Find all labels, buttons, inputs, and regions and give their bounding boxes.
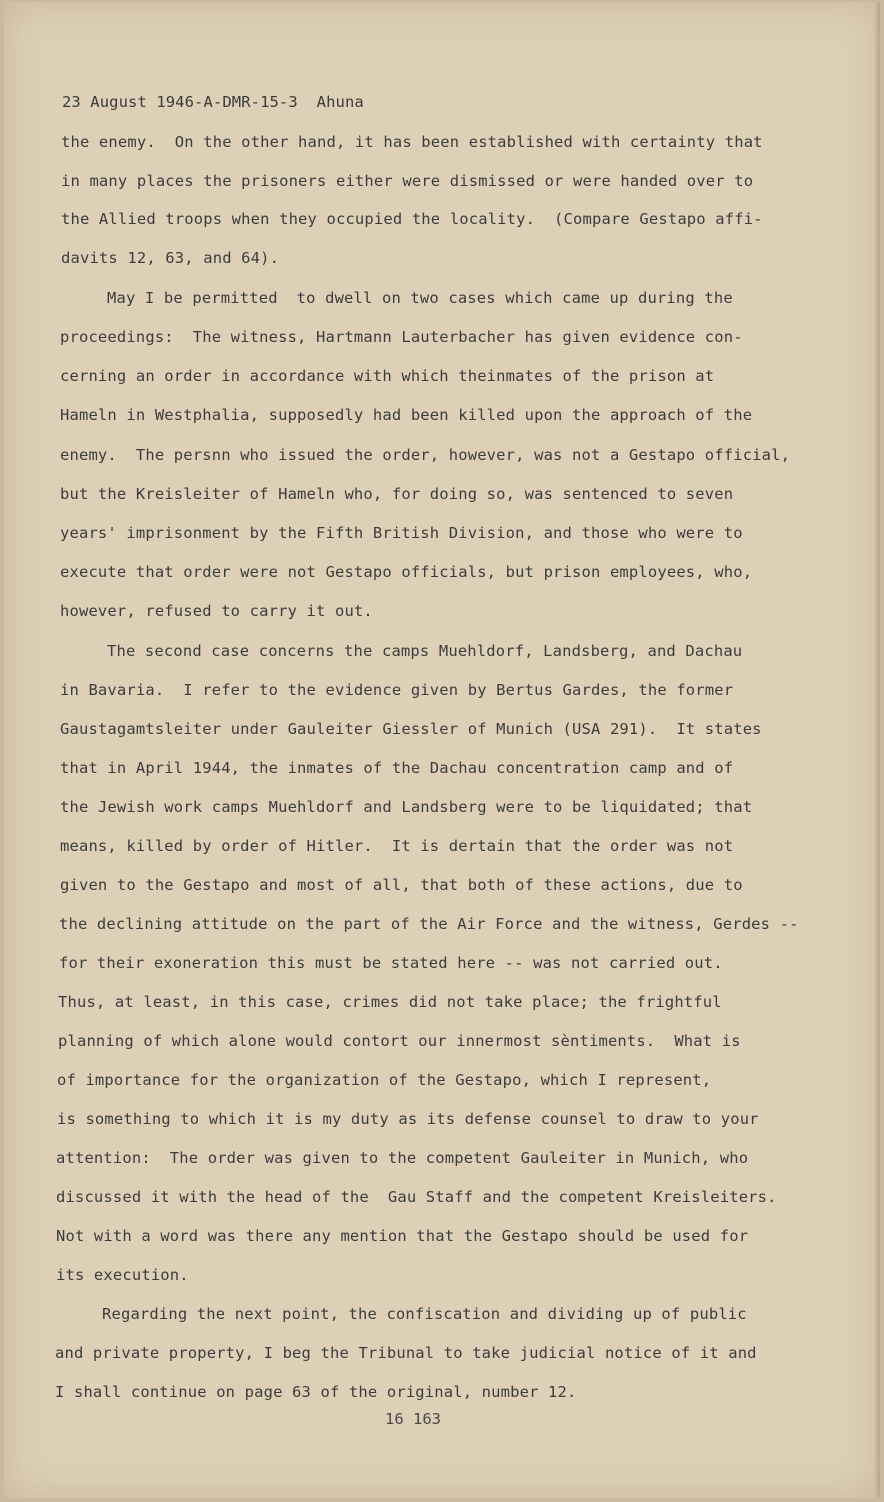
text-line: in many places the prisoners either were dismissed or were handed over to bbox=[61, 172, 754, 190]
text-line: the Jewish work camps Muehldorf and Landsberg were to be liquidated; that bbox=[60, 798, 753, 816]
text-line: of importance for the organization of the Gestapo, which I represent, bbox=[57, 1071, 712, 1089]
text-line: given to the Gestapo and most of all, that both of these actions, due to bbox=[60, 876, 743, 894]
text-line: the Allied troops when they occupied the locality. (Compare Gestapo affi- bbox=[61, 210, 763, 228]
text-line: its execution. bbox=[56, 1266, 189, 1284]
text-line: proceedings: The witness, Hartmann Lauterbacher has given evidence con- bbox=[60, 328, 743, 346]
text-line: Thus, at least, in this case, crimes did not take place; the frightful bbox=[58, 993, 722, 1011]
text-line: but the Kreisleiter of Hameln who, for doing so, was sentenced to seven bbox=[60, 485, 734, 503]
text-line: for their exoneration this must be stated here -- was not carried out. bbox=[59, 954, 723, 972]
text-line: means, killed by order of Hitler. It is dertain that the order was not bbox=[60, 837, 734, 855]
text-line: May I be permitted to dwell on two cases which came up during the bbox=[107, 289, 733, 307]
text-line: cerning an order in accordance with which theinmates of the prison at bbox=[60, 367, 715, 385]
text-line: the declining attitude on the part of the Air Force and the witness, Gerdes -- bbox=[59, 915, 799, 933]
text-line: that in April 1944, the inmates of the Dachau concentration camp and of bbox=[60, 759, 734, 777]
text-line: The second case concerns the camps Muehldorf, Landsberg, and Dachau bbox=[107, 642, 743, 660]
text-line: davits 12, 63, and 64). bbox=[61, 249, 280, 267]
text-line: Not with a word was there any mention that the Gestapo should be used for bbox=[56, 1227, 749, 1245]
text-line: Gaustagamtsleiter under Gauleiter Giessler of Munich (USA 291). It states bbox=[60, 720, 762, 738]
text-line: enemy. The persnn who issued the order, however, was not a Gestapo official, bbox=[60, 446, 791, 464]
text-line: discussed it with the head of the Gau Staff and the competent Kreisleiters. bbox=[56, 1188, 777, 1206]
text-line: planning of which alone would contort our innermost sèntiments. What is bbox=[58, 1032, 741, 1050]
text-line: Hameln in Westphalia, supposedly had been killed upon the approach of the bbox=[60, 406, 753, 424]
page-edge bbox=[874, 2, 880, 1498]
text-line: in Bavaria. I refer to the evidence given by Bertus Gardes, the former bbox=[60, 681, 734, 699]
text-line: I shall continue on page 63 of the original, number 12. bbox=[55, 1383, 577, 1401]
text-line: the enemy. On the other hand, it has been established with certainty that bbox=[61, 133, 763, 151]
text-line: and private property, I beg the Tribunal to take judicial notice of it and bbox=[55, 1344, 757, 1362]
text-line: attention: The order was given to the competent Gauleiter in Munich, who bbox=[56, 1149, 749, 1167]
text-line: years' imprisonment by the Fifth British Division, and those who were to bbox=[60, 524, 743, 542]
text-line: is something to which it is my duty as its defense counsel to draw to your bbox=[57, 1110, 759, 1128]
document-page bbox=[4, 2, 880, 1498]
text-line: Regarding the next point, the confiscation and dividing up of public bbox=[102, 1305, 747, 1323]
page-number: 16 163 bbox=[385, 1410, 441, 1428]
text-line: however, refused to carry it out. bbox=[60, 602, 373, 620]
document-header: 23 August 1946-A-DMR-15-3 Ahuna bbox=[62, 93, 364, 111]
text-line: execute that order were not Gestapo officials, but prison employees, who, bbox=[60, 563, 753, 581]
